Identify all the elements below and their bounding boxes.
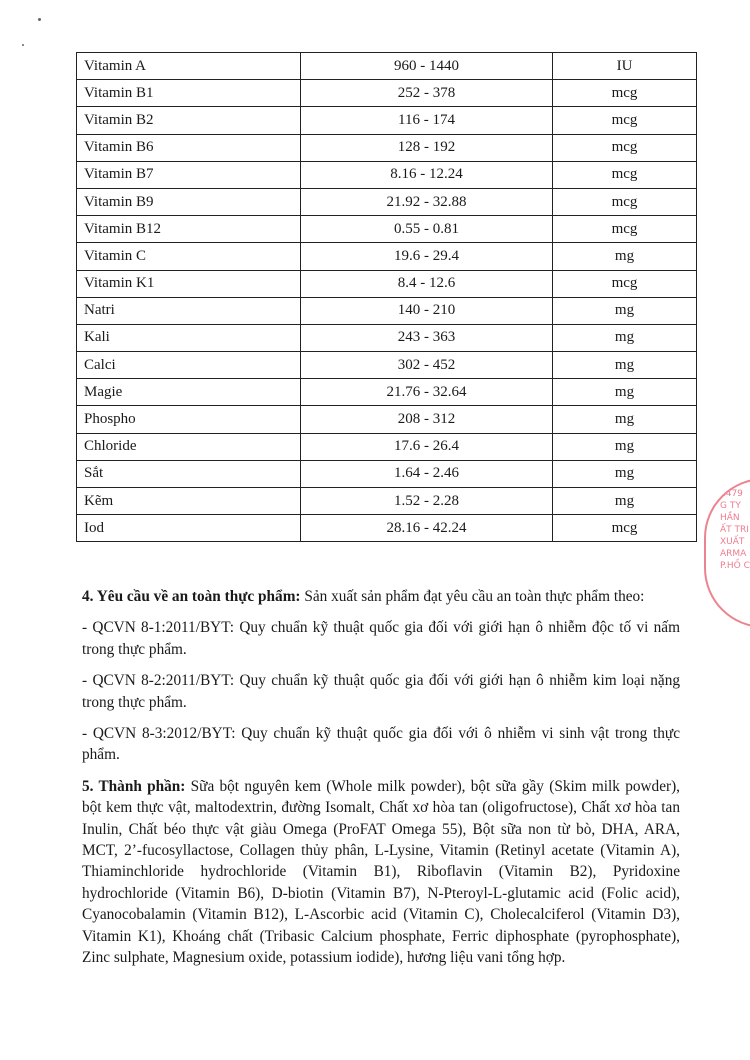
document-body [82, 586, 680, 979]
nutrient-name-cell: Vitamin B7 [77, 161, 301, 188]
nutrient-name-cell: Chloride [77, 433, 301, 460]
nutrient-name-cell: Vitamin A [77, 53, 301, 80]
nutrient-unit-cell: mg [553, 352, 697, 379]
nutrient-name-cell: Iod [77, 515, 301, 542]
nutrient-name-cell: Vitamin B2 [77, 107, 301, 134]
nutrient-unit-cell: mg [553, 406, 697, 433]
table-row [77, 270, 697, 297]
nutrient-unit-cell: mcg [553, 188, 697, 215]
table-row [77, 80, 697, 107]
nutrient-range-cell: 28.16 - 42.24 [301, 515, 553, 542]
nutrient-range-cell: 8.16 - 12.24 [301, 161, 553, 188]
stamp-line: ẤT TRI [720, 525, 749, 535]
nutrient-unit-cell: mg [553, 324, 697, 351]
nutrient-range-cell: 208 - 312 [301, 406, 553, 433]
stamp-line: 1479 [720, 489, 743, 499]
nutrient-name-cell: Vitamin B6 [77, 134, 301, 161]
nutrient-name-cell: Vitamin B1 [77, 80, 301, 107]
nutrient-name-cell: Vitamin B9 [77, 188, 301, 215]
table-row [77, 53, 697, 80]
nutrient-unit-cell: mg [553, 243, 697, 270]
nutrient-unit-cell: mg [553, 488, 697, 515]
nutrient-unit-cell: mg [553, 297, 697, 324]
nutrient-name-cell: Magie [77, 379, 301, 406]
nutrient-range-cell: 128 - 192 [301, 134, 553, 161]
nutrient-table [76, 52, 697, 542]
nutrient-name-cell: Vitamin K1 [77, 270, 301, 297]
nutrient-unit-cell: mcg [553, 270, 697, 297]
nutrient-range-cell: 17.6 - 26.4 [301, 433, 553, 460]
nutrient-unit-cell: mcg [553, 216, 697, 243]
table-row [77, 488, 697, 515]
nutrient-name-cell: Natri [77, 297, 301, 324]
nutrient-range-cell: 140 - 210 [301, 297, 553, 324]
table-row [77, 352, 697, 379]
section-4-item: - QCVN 8-1:2011/BYT: Quy chuẩn kỹ thuật quốc gia đối với giới hạn ô nhiễm độc tố vi nấm trong thực phẩm. [82, 619, 680, 658]
nutrient-name-cell: Phospho [77, 406, 301, 433]
nutrient-range-cell: 8.4 - 12.6 [301, 270, 553, 297]
nutrient-range-cell: 0.55 - 0.81 [301, 216, 553, 243]
table-row [77, 188, 697, 215]
stamp-line: ARMA [720, 549, 747, 559]
stamp-line: HẦN [720, 513, 740, 523]
nutrient-name-cell: Vitamin C [77, 243, 301, 270]
nutrient-range-cell: 302 - 452 [301, 352, 553, 379]
stamp-line: XUẤT [720, 537, 745, 547]
table-row [77, 161, 697, 188]
section-5-ingredients [82, 776, 680, 969]
nutrient-name-cell: Kali [77, 324, 301, 351]
nutrient-range-cell: 21.92 - 32.88 [301, 188, 553, 215]
section-5-heading: 5. Thành phần: [82, 777, 186, 795]
nutrient-name-cell: Vitamin B12 [77, 216, 301, 243]
nutrient-range-cell: 960 - 1440 [301, 53, 553, 80]
nutrient-unit-cell: mg [553, 460, 697, 487]
stamp-line: P.HỒ C [720, 561, 750, 571]
table-row [77, 379, 697, 406]
nutrient-table-body [77, 53, 697, 542]
nutrient-range-cell: 19.6 - 29.4 [301, 243, 553, 270]
nutrient-name-cell: Kẽm [77, 488, 301, 515]
section-4-heading: 4. Yêu cầu về an toàn thực phẩm: [82, 588, 301, 605]
table-row [77, 433, 697, 460]
table-row [77, 134, 697, 161]
scan-speck [22, 44, 24, 46]
section-4-item: - QCVN 8-3:2012/BYT: Quy chuẩn kỹ thuật quốc gia đối với ô nhiễm vi sinh vật trong thực phẩm. [82, 725, 680, 764]
company-seal-stamp [704, 478, 750, 628]
section-4-intro [82, 586, 680, 607]
table-row [77, 324, 697, 351]
stamp-line: G TY [720, 501, 741, 511]
nutrient-name-cell: Calci [77, 352, 301, 379]
nutrient-unit-cell: mcg [553, 515, 697, 542]
scan-speck [38, 18, 41, 21]
table-row [77, 460, 697, 487]
nutrient-range-cell: 116 - 174 [301, 107, 553, 134]
nutrient-range-cell: 1.52 - 2.28 [301, 488, 553, 515]
nutrient-unit-cell: mcg [553, 80, 697, 107]
nutrient-name-cell: Sắt [77, 460, 301, 487]
table-row [77, 406, 697, 433]
nutrient-unit-cell: mcg [553, 134, 697, 161]
section-4-intro-text: Sản xuất sản phẩm đạt yêu cầu an toàn thực phẩm theo: [304, 588, 645, 605]
table-row [77, 297, 697, 324]
nutrient-range-cell: 1.64 - 2.46 [301, 460, 553, 487]
section-4-item: - QCVN 8-2:2011/BYT: Quy chuẩn kỹ thuật quốc gia đối với giới hạn ô nhiễm kim loại nặng trong thực phẩm. [82, 672, 680, 711]
nutrient-unit-cell: mcg [553, 107, 697, 134]
nutrient-range-cell: 21.76 - 32.64 [301, 379, 553, 406]
nutrient-unit-cell: mcg [553, 161, 697, 188]
section-5-body: Sữa bột nguyên kem (Whole milk powder), bột sữa gầy (Skim milk powder), bột kem thực vật, maltodextrin, đường Isomalt, Chất xơ hòa tan (oligofructose), Chất xơ hòa tan Inulin, Chất béo thực vật giàu Omega (ProFAT Omega 55), Bột sữa non từ bò, DHA, ARA, MCT, 2’-fucosyllactose, Collagen thủy phân, L-Lysine, Vitamin (Retinyl acetate (Vitamin A), Thiaminchloride hydrochloride (Vitamin B1), Riboflavin (Vitamin B2), Pyridoxine hydrochloride (Vitamin B6), D-biotin (Vitamin B7), N-Pteroyl-L-glutamic acid (Folic acid), Cyanocobalamin (Vitamin B12), L-Ascorbic acid (Vitamin C), Cholecalciferol (Vitamin D3), Vitamin K1), Khoáng chất (Tribasic Calcium phosphate, Ferric diphosphate (pyrophosphate), Zinc sulphate, Magnesium oxide, potassium iodide), hương liệu vani tổng hợp. [82, 777, 681, 967]
table-row [77, 216, 697, 243]
nutrient-unit-cell: mg [553, 433, 697, 460]
table-row [77, 515, 697, 542]
nutrient-unit-cell: IU [553, 53, 697, 80]
table-row [77, 107, 697, 134]
table-row [77, 243, 697, 270]
nutrient-unit-cell: mg [553, 379, 697, 406]
nutrient-range-cell: 243 - 363 [301, 324, 553, 351]
nutrient-range-cell: 252 - 378 [301, 80, 553, 107]
